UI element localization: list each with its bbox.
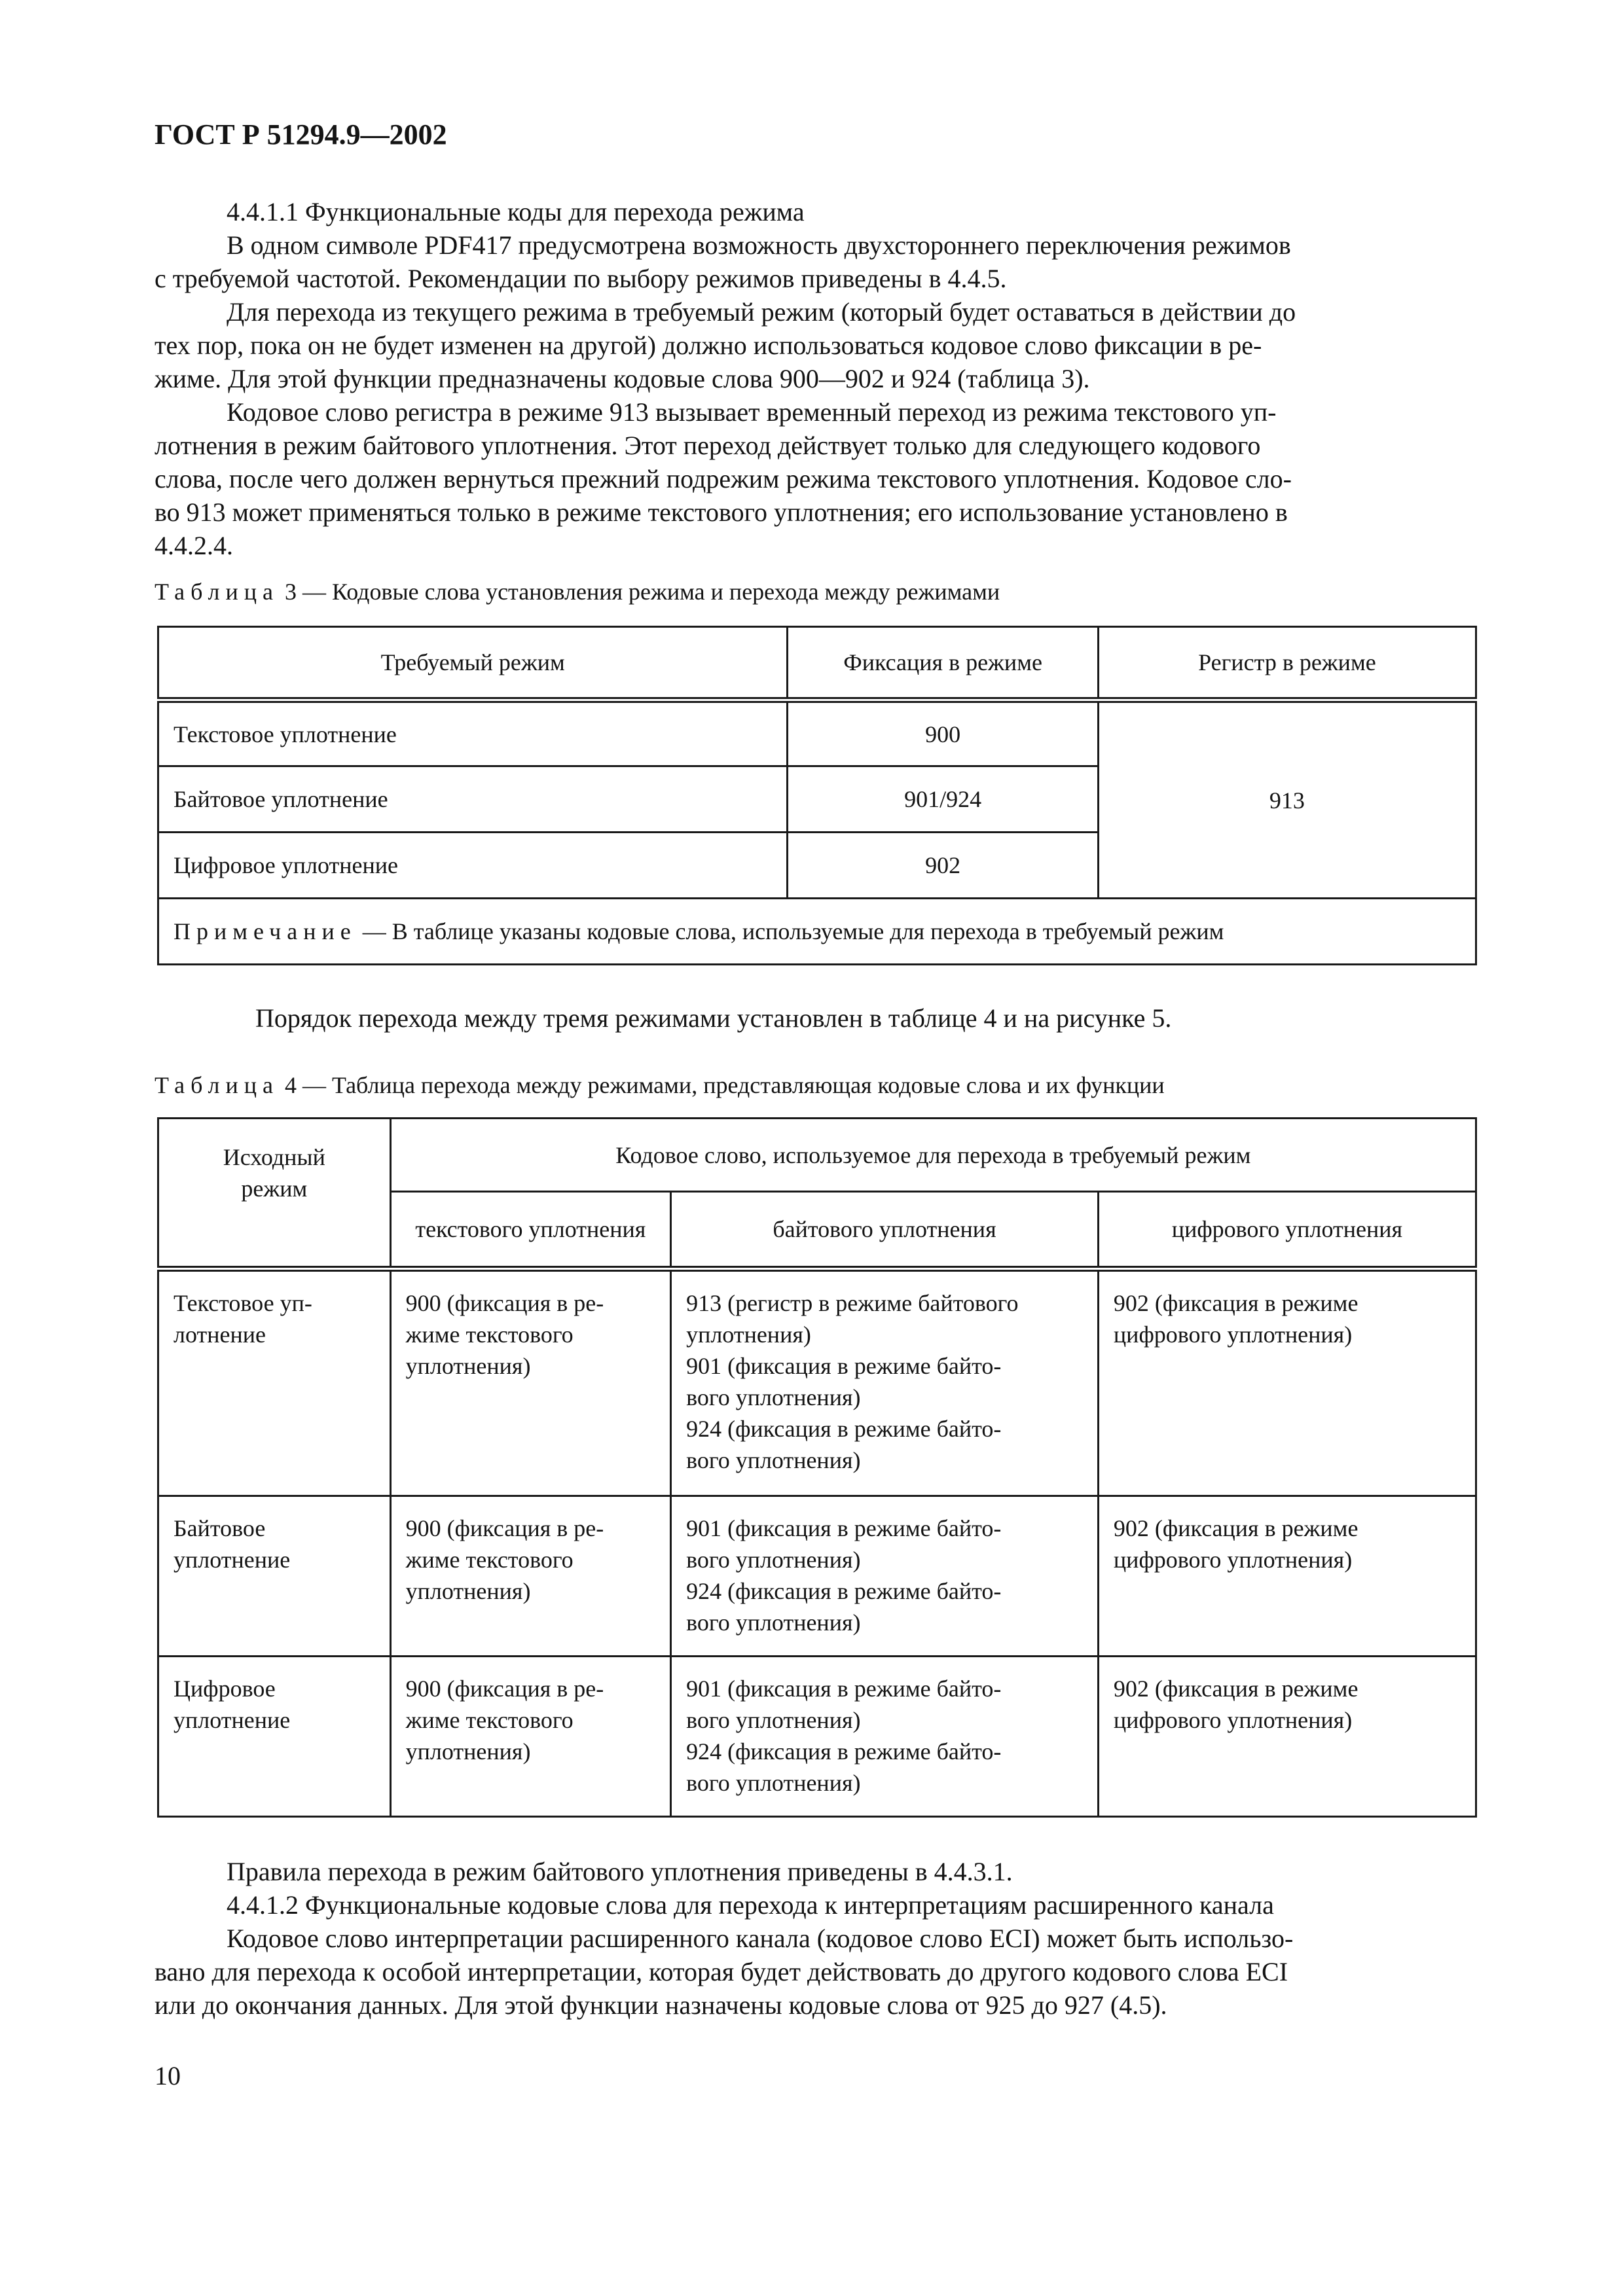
cell-line: жиме текстового	[405, 1321, 574, 1348]
table4-byte-cell	[671, 1657, 1099, 1817]
header-line: Исходный	[223, 1144, 325, 1170]
table4-numeric-cell	[1098, 1657, 1476, 1817]
cell-line: Байтовое	[173, 1515, 266, 1541]
table-4	[157, 1117, 1477, 1818]
paragraph-line: Для перехода из текущего режима в требуемый режим (который будет оставаться в действии до	[227, 297, 1296, 327]
table-row	[158, 1269, 1476, 1496]
table3-latch-cell: 901/924	[788, 766, 1098, 833]
cell-line: уплотнения)	[686, 1321, 811, 1348]
cell-line: 902 (фиксация в режиме	[1113, 1515, 1359, 1541]
header-line: режим	[241, 1175, 308, 1202]
table4-text-cell	[390, 1269, 670, 1496]
table4-source-cell	[158, 1269, 391, 1496]
table3-caption	[155, 577, 1000, 606]
table3-note-label: Примечание	[173, 918, 357, 944]
cell-line: жиме текстового	[405, 1547, 574, 1573]
table3-latch-cell: 902	[788, 833, 1098, 899]
paragraph-line: Правила перехода в режим байтового уплотнения приведены в 4.4.3.1.	[227, 1857, 1013, 1886]
table-row	[158, 1657, 1476, 1817]
table4-caption	[155, 1071, 1165, 1100]
paragraph-line: В одном символе PDF417 предусмотрена возможность двухстороннего переключения режимов	[227, 230, 1291, 260]
table4-text-cell	[390, 1496, 670, 1657]
table3-mode-cell: Текстовое уплотнение	[158, 700, 788, 766]
paragraph-line: во 913 может применяться только в режиме текстового уплотнения; его использование установлено в	[155, 497, 1288, 527]
table3-shift-cell: 913	[1098, 700, 1476, 899]
section-title: 4.4.1.2 Функциональные кодовые слова для перехода к интерпретациям расширенного канала	[227, 1890, 1274, 1920]
table3-latch-cell: 900	[788, 700, 1098, 766]
section-title: 4.4.1.1 Функциональные коды для перехода режима	[227, 197, 805, 226]
cell-line: вого уплотнения)	[686, 1609, 861, 1636]
cell-line: уплотнение	[173, 1707, 291, 1733]
cell-line: вого уплотнения)	[686, 1770, 861, 1796]
paragraph-line: слова, после чего должен вернуться прежний подрежим режима текстового уплотнения. Кодовое сло-	[155, 464, 1292, 493]
cell-line: 900 (фиксация в ре-	[405, 1515, 604, 1541]
table3-note-text: — В таблице указаны кодовые слова, используемые для перехода в требуемый режим	[362, 918, 1224, 944]
cell-line: 924 (фиксация в режиме байто-	[686, 1416, 1002, 1442]
cell-line: цифрового уплотнения)	[1113, 1321, 1353, 1348]
cell-line: 924 (фиксация в режиме байто-	[686, 1738, 1002, 1765]
cell-line: 901 (фиксация в режиме байто-	[686, 1515, 1002, 1541]
cell-line: жиме текстового	[405, 1707, 574, 1733]
cell-line: 913 (регистр в режиме байтового	[686, 1290, 1019, 1316]
table4-group-header: Кодовое слово, используемое для перехода в требуемый режим	[390, 1119, 1476, 1192]
table4-sub-header: текстового уплотнения	[390, 1192, 670, 1269]
table3-note	[158, 899, 1476, 965]
table-3	[157, 626, 1477, 965]
cell-line: 900 (фиксация в ре-	[405, 1290, 604, 1316]
paragraph-line: Кодовое слово регистра в режиме 913 вызывает временный переход из режима текстового уп-	[227, 397, 1277, 427]
cell-line: вого уплотнения)	[686, 1384, 861, 1410]
section-4-4-1-2	[155, 1855, 1477, 2022]
table4-text-cell	[390, 1657, 670, 1817]
cell-line: уплотнения)	[405, 1738, 531, 1765]
table4-caption-text: 4 — Таблица перехода между режимами, представляющая кодовые слова и их функции	[284, 1072, 1165, 1098]
cell-line: уплотнение	[173, 1547, 291, 1573]
table4-header-row	[158, 1119, 1476, 1192]
table3-mode-cell: Байтовое уплотнение	[158, 766, 788, 833]
paragraph-table4-intro	[155, 1001, 1477, 1035]
table4-source-cell	[158, 1496, 391, 1657]
cell-line: 900 (фиксация в ре-	[405, 1676, 604, 1702]
table4-sub-header: цифрового уплотнения	[1098, 1192, 1476, 1269]
table3-col-header: Требуемый режим	[158, 627, 788, 700]
cell-line: 901 (фиксация в режиме байто-	[686, 1676, 1002, 1702]
table3-note-row	[158, 899, 1476, 965]
paragraph-line: вано для перехода к особой интерпретации, которая будет действовать до другого кодового слова ECI	[155, 1957, 1288, 1986]
paragraph-line: Кодовое слово интерпретации расширенного канала (кодовое слово ECI) может быть использо-	[227, 1924, 1294, 1953]
cell-line: 924 (фиксация в режиме байто-	[686, 1578, 1002, 1604]
paragraph-line: 4.4.2.4.	[155, 531, 233, 560]
page-number: 10	[155, 2061, 181, 2090]
table3-col-header: Фиксация в режиме	[788, 627, 1098, 700]
table4-source-header	[158, 1119, 391, 1269]
document-header: ГОСТ Р 51294.9—2002	[155, 118, 447, 151]
cell-line: Цифровое	[173, 1676, 276, 1702]
table4-sub-header: байтового уплотнения	[671, 1192, 1099, 1269]
cell-line: уплотнения)	[405, 1578, 531, 1604]
table4-source-cell	[158, 1657, 391, 1817]
table3-header-row	[158, 627, 1476, 700]
paragraph-line: жиме. Для этой функции предназначены кодовые слова 900—902 и 924 (таблица 3).	[155, 364, 1090, 393]
table3-caption-text: 3 — Кодовые слова установления режима и перехода между режимами	[284, 579, 1000, 605]
table3-mode-cell: Цифровое уплотнение	[158, 833, 788, 899]
table3-caption-label: Таблица	[155, 579, 279, 605]
cell-line: вого уплотнения)	[686, 1547, 861, 1573]
cell-line: 902 (фиксация в режиме	[1113, 1290, 1359, 1316]
table-row	[158, 1496, 1476, 1657]
table4-caption-label: Таблица	[155, 1072, 279, 1098]
table4-byte-cell	[671, 1496, 1099, 1657]
table4-numeric-cell	[1098, 1269, 1476, 1496]
cell-line: лотнение	[173, 1321, 266, 1348]
table4-byte-cell	[671, 1269, 1099, 1496]
paragraph-line: Порядок перехода между тремя режимами установлен в таблице 4 и на рисунке 5.	[255, 1003, 1172, 1033]
cell-line: Текстовое уп-	[173, 1290, 312, 1316]
cell-line: цифрового уплотнения)	[1113, 1707, 1353, 1733]
paragraph-line: тех пор, пока он не будет изменен на другой) должно использоваться кодовое слово фиксации в ре-	[155, 331, 1262, 360]
table-row	[158, 700, 1476, 766]
section-4-4-1-1	[155, 195, 1477, 562]
cell-line: вого уплотнения)	[686, 1447, 861, 1473]
paragraph-line: лотнения в режим байтового уплотнения. Этот переход действует только для следующего кодового	[155, 431, 1261, 460]
table4-numeric-cell	[1098, 1496, 1476, 1657]
cell-line: вого уплотнения)	[686, 1707, 861, 1733]
cell-line: уплотнения)	[405, 1353, 531, 1379]
cell-line: цифрового уплотнения)	[1113, 1547, 1353, 1573]
paragraph-line: с требуемой частотой. Рекомендации по выбору режимов приведены в 4.4.5.	[155, 264, 1007, 293]
paragraph-line: или до окончания данных. Для этой функции назначены кодовые слова от 925 до 927 (4.5).	[155, 1990, 1167, 2020]
table3-col-header: Регистр в режиме	[1098, 627, 1476, 700]
cell-line: 902 (фиксация в режиме	[1113, 1676, 1359, 1702]
cell-line: 901 (фиксация в режиме байто-	[686, 1353, 1002, 1379]
